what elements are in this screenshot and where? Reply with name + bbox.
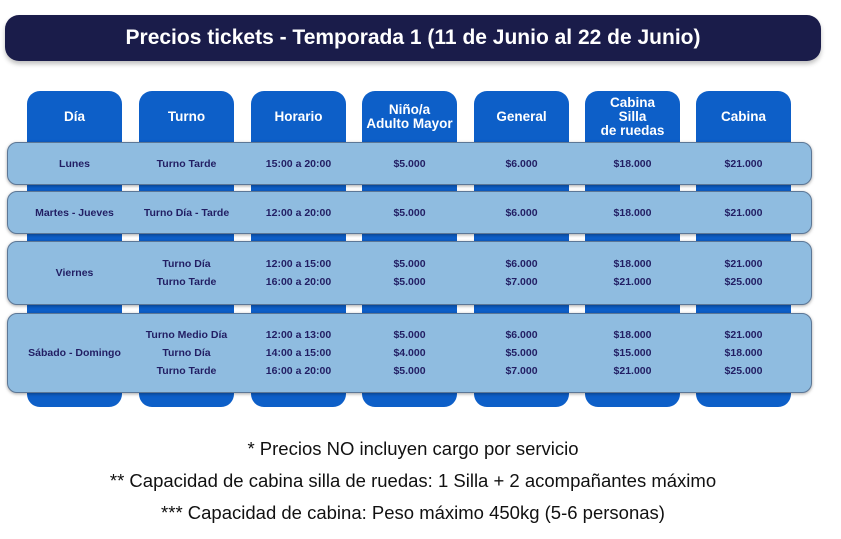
cell-cabina (685, 142, 803, 185)
footnote-cabin-capacity: *** Capacidad de cabina: Peso máximo 450kg (5-6 personas) (161, 502, 665, 523)
cell-value: $5.000 (393, 157, 426, 170)
cell-value: $18.000 (613, 157, 652, 170)
cell-value: $18.000 (613, 206, 652, 219)
column-header-cabina: Cabina (720, 109, 766, 124)
cell-value: Turno Tarde (156, 157, 217, 170)
cell-value: Turno Tarde (156, 276, 217, 288)
cell-value: Turno Tarde (156, 365, 217, 377)
cell-value: $21.000 (724, 258, 763, 270)
cell-value: $5.000 (505, 347, 538, 359)
cell-value: $6.000 (505, 206, 538, 219)
cell-value: 12:00 a 13:00 (265, 329, 332, 341)
cell-value: $21.000 (613, 276, 652, 288)
cell-value: $6.000 (505, 157, 538, 170)
cell-value: $5.000 (393, 258, 426, 270)
cell-general (463, 191, 581, 234)
footnote-wheelchair-cabin: ** Capacidad de cabina silla de ruedas: 1 Silla + 2 acompañantes máximo (109, 470, 717, 491)
cell-general (463, 313, 581, 393)
cell-value: 14:00 a 15:00 (265, 347, 332, 359)
cell-value: $4.000 (393, 347, 426, 359)
cell-cabina-silla-ruedas (574, 241, 692, 305)
cell-dia (16, 313, 134, 393)
cell-value: $15.000 (613, 347, 652, 359)
cell-cabina-silla-ruedas (574, 142, 692, 185)
cell-cabina-silla-ruedas (574, 191, 692, 234)
page-title: Precios tickets - Temporada 1 (11 de Junio al 22 de Junio) (5, 15, 821, 61)
cell-value: $25.000 (724, 276, 763, 288)
cell-value: 12:00 a 15:00 (265, 258, 332, 270)
cell-cabina (685, 191, 803, 234)
cell-value: Viernes (55, 267, 94, 279)
cell-turno (128, 142, 246, 185)
column-header-cabina-silla-ruedas: Cabina Silla de ruedas (600, 95, 665, 138)
cell-value: Turno Día - Tarde (143, 206, 230, 219)
cell-turno (128, 313, 246, 393)
cell-value: $5.000 (393, 276, 426, 288)
cell-general (463, 142, 581, 185)
cell-nino-adulto-mayor (351, 241, 469, 305)
cell-nino-adulto-mayor (351, 313, 469, 393)
cell-dia (16, 142, 134, 185)
cell-value: 15:00 a 20:00 (265, 157, 332, 170)
cell-dia (16, 241, 134, 305)
cell-value: $7.000 (505, 365, 538, 377)
cell-value: Turno Medio Día (145, 329, 228, 341)
cell-value: $6.000 (505, 258, 538, 270)
cell-value: $18.000 (613, 258, 652, 270)
cell-value: Lunes (59, 157, 90, 170)
cell-horario (240, 142, 358, 185)
cell-value: 16:00 a 20:00 (265, 365, 332, 377)
cell-value: $21.000 (613, 365, 652, 377)
cell-horario (240, 313, 358, 393)
cell-value: Turno Día (162, 347, 211, 359)
cell-value: Martes - Jueves (35, 206, 114, 219)
cell-nino-adulto-mayor (351, 142, 469, 185)
cell-cabina (685, 313, 803, 393)
cell-horario (240, 191, 358, 234)
cell-dia (16, 191, 134, 234)
cell-value: $7.000 (505, 276, 538, 288)
cell-value: 12:00 a 20:00 (265, 206, 332, 219)
cell-value: Sábado - Domingo (28, 347, 121, 359)
column-header-nino-adulto-mayor: Niño/a Adulto Mayor (366, 102, 453, 131)
cell-value: $18.000 (724, 347, 763, 359)
cell-cabina (685, 241, 803, 305)
cell-value: $25.000 (724, 365, 763, 377)
cell-cabina-silla-ruedas (574, 313, 692, 393)
cell-turno (128, 241, 246, 305)
column-header-general: General (496, 109, 547, 124)
cell-nino-adulto-mayor (351, 191, 469, 234)
cell-value: $6.000 (505, 329, 538, 341)
cell-turno (128, 191, 246, 234)
column-header-turno: Turno (167, 109, 206, 124)
cell-value: $21.000 (724, 157, 763, 170)
cell-value: $5.000 (393, 329, 426, 341)
cell-value: $18.000 (613, 329, 652, 341)
cell-value: 16:00 a 20:00 (265, 276, 332, 288)
cell-value: $21.000 (724, 329, 763, 341)
footnote-service-fee: * Precios NO incluyen cargo por servicio (247, 438, 579, 459)
cell-general (463, 241, 581, 305)
cell-horario (240, 241, 358, 305)
cell-value: $21.000 (724, 206, 763, 219)
cell-value: Turno Día (162, 258, 211, 270)
column-header-dia: Día (63, 109, 85, 124)
footnotes (0, 433, 826, 529)
column-header-horario: Horario (274, 109, 323, 124)
cell-value: $5.000 (393, 206, 426, 219)
cell-value: $5.000 (393, 365, 426, 377)
